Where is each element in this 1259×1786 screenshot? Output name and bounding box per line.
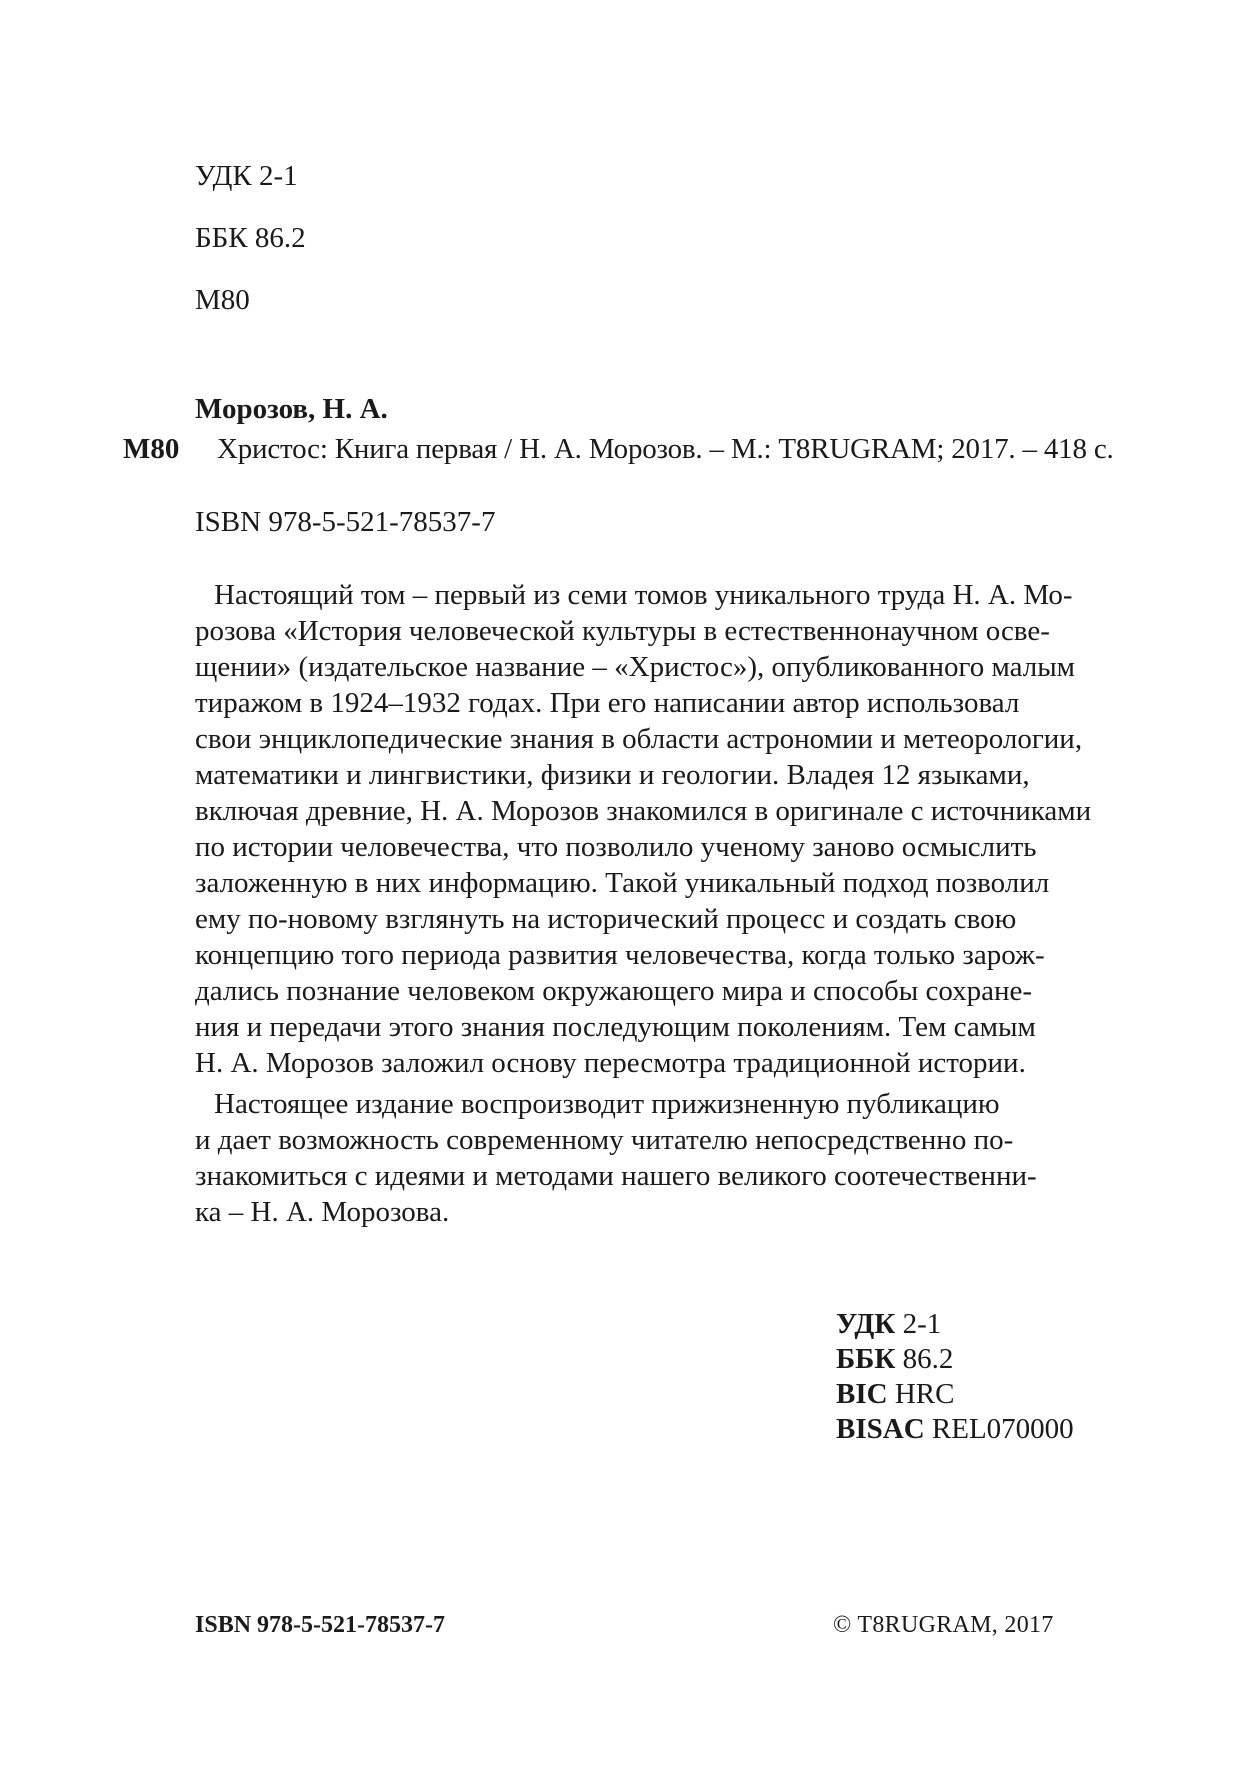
annotation-line: ка – Н. А. Морозова.: [195, 1196, 450, 1228]
annotation-line: и дает возможность современному читателю непосредственно по-: [195, 1124, 1014, 1156]
classification-bisac: BISAC REL070000: [836, 1413, 1074, 1445]
annotation-line: розова «История человеческой культуры в естественнонаучном осве-: [195, 615, 1050, 647]
annotation-line: включая древние, Н. А. Морозов знакомился в оригинале с источниками: [195, 795, 1092, 827]
annotation-line: математики и лингвистики, физики и геологии. Владея 12 языками,: [195, 759, 1030, 791]
udk-code: УДК 2-1: [195, 160, 298, 192]
annotation-line: по истории человечества, что позволило ученому заново осмыслить: [195, 831, 1037, 863]
annotation-line: Настоящий том – первый из семи томов уникального труда Н. А. Мо-: [214, 579, 1073, 611]
annotation-line: заложенную в них информацию. Такой уникальный подход позволил: [195, 867, 1050, 899]
annotation-line: концепцию того периода развития человечества, когда только зарож-: [195, 939, 1045, 971]
annotation-line: ему по-новому взглянуть на исторический процесс и создать свою: [195, 903, 1017, 935]
annotation-line: Настоящее издание воспроизводит прижизненную публикацию: [214, 1088, 1000, 1120]
classification-block: [836, 1307, 1074, 1447]
classification-bic: BIC HRC: [836, 1378, 955, 1410]
isbn-line: ISBN 978-5-521-78537-7: [195, 506, 496, 538]
author-mark-code: М80: [195, 284, 250, 316]
annotation-line: знакомиться с идеями и методами нашего великого соотечественни-: [195, 1160, 1037, 1192]
footer-isbn: ISBN 978-5-521-78537-7: [195, 1612, 445, 1638]
annotation-line: дались познание человеком окружающего мира и способы сохране-: [195, 975, 1033, 1007]
annotation-line: Н. А. Морозов заложил основу пересмотра традиционной истории.: [195, 1047, 1026, 1079]
annotation-line: щении» (издательское название – «Христос»), опубликованного малым: [195, 651, 1076, 683]
classification-bbk: ББК 86.2: [836, 1343, 954, 1375]
annotation: [195, 577, 1092, 1230]
footer-copyright: © T8RUGRAM, 2017: [833, 1612, 1054, 1638]
annotation-line: тиражом в 1924–1932 годах. При его написании автор использовал: [195, 687, 1020, 719]
classification-udk: УДК 2-1: [836, 1308, 942, 1340]
catalog-author-mark: М80: [123, 433, 180, 465]
annotation-line: свои энциклопедические знания в области астрономии и метеорологии,: [195, 723, 1083, 755]
author-heading: Морозов, Н. А.: [195, 393, 388, 425]
annotation-line: ния и передачи этого знания последующим поколениям. Тем самым: [195, 1011, 1036, 1043]
bbk-code: ББК 86.2: [195, 222, 306, 254]
title-description: Христос: Книга первая / Н. А. Морозов. – М.: T8RUGRAM; 2017. – 418 с.: [217, 433, 1114, 465]
